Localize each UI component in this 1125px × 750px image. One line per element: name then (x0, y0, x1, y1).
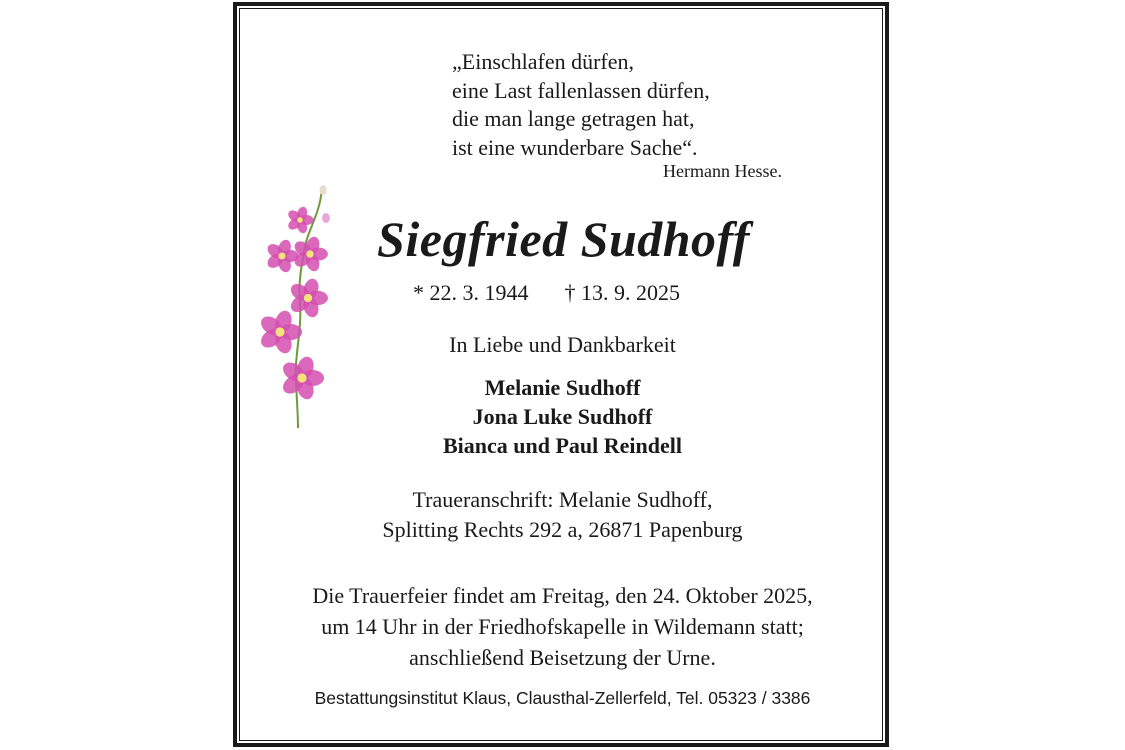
mourning-address (0, 485, 1125, 545)
orchid-bud (320, 185, 327, 195)
quote-line: ist eine wunderbare Sache“. (452, 134, 698, 160)
mourners-list (0, 373, 1125, 460)
dedication: In Liebe und Dankbarkeit (449, 332, 676, 357)
quote-line: die man lange getragen hat, (452, 106, 695, 131)
address-line: Traueranschrift: Melanie Sudhoff, (412, 487, 713, 512)
undertaker-footer: Bestattungsinstitut Klaus, Clausthal-Zellerfeld, Tel. 05323 / 3386 (314, 688, 811, 708)
quote (452, 48, 710, 162)
deceased-name (0, 210, 1125, 268)
quote-line: „Einschlafen dürfen, (452, 49, 635, 74)
death-date: † 13. 9. 2025 (564, 280, 680, 305)
life-dates (413, 280, 680, 306)
address-line: Splitting Rechts 292 a, 26871 Papenburg (382, 517, 743, 542)
mourner-name: Bianca und Paul Reindell (442, 433, 682, 458)
ceremony-info (0, 580, 1125, 673)
ceremony-line: anschließend Beisetzung der Urne. (409, 645, 716, 670)
ceremony-line: um 14 Uhr in der Friedhofskapelle in Wildemann statt; (321, 614, 804, 639)
orchid-flower (288, 277, 328, 319)
mourner-name: Melanie Sudhoff (484, 375, 641, 400)
quote-line: eine Last fallenlassen dürfen, (452, 77, 710, 103)
quote-author: Hermann Hesse. (663, 161, 782, 181)
birth-date: * 22. 3. 1944 (413, 280, 529, 305)
mourner-name: Jona Luke Sudhoff (472, 404, 653, 429)
deceased-name-text: Siegfried Sudhoff (377, 211, 750, 267)
ceremony-line: Die Trauerfeier findet am Freitag, den 24. Oktober 2025, (312, 583, 813, 608)
